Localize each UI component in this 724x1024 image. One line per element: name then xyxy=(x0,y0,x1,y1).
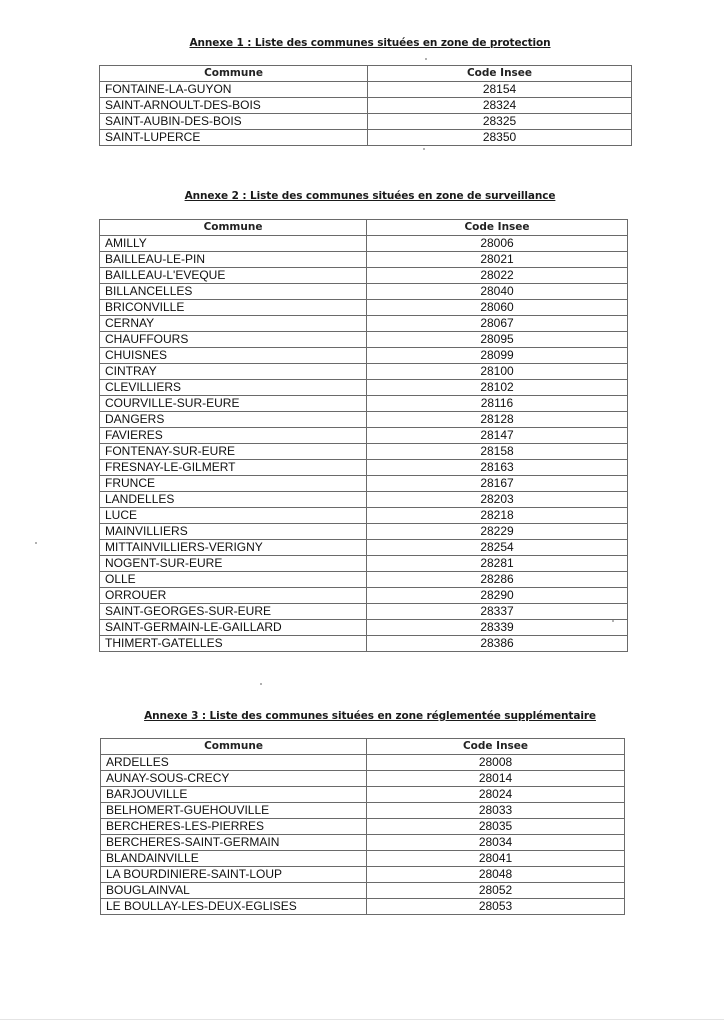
table-row xyxy=(100,540,628,556)
code-insee-cell: 28324 xyxy=(368,98,632,114)
commune-cell: THIMERT-GATELLES xyxy=(100,636,367,652)
scan-speck xyxy=(260,683,262,685)
commune-cell: OLLE xyxy=(100,572,367,588)
code-insee-cell: 28022 xyxy=(367,268,628,284)
commune-cell: FONTAINE-LA-GUYON xyxy=(100,82,368,98)
commune-cell: CHAUFFOURS xyxy=(100,332,367,348)
table-row xyxy=(101,851,625,867)
table-row xyxy=(100,82,632,98)
table-header-row xyxy=(100,220,628,236)
table-header-row xyxy=(101,739,625,755)
table-row xyxy=(100,460,628,476)
commune-cell: BRICONVILLE xyxy=(100,300,367,316)
table-row xyxy=(100,300,628,316)
code-insee-cell: 28350 xyxy=(368,130,632,146)
code-insee-cell: 28386 xyxy=(367,636,628,652)
commune-cell: FONTENAY-SUR-EURE xyxy=(100,444,367,460)
code-insee-cell: 28014 xyxy=(367,771,625,787)
commune-cell: AMILLY xyxy=(100,236,367,252)
commune-cell: DANGERS xyxy=(100,412,367,428)
commune-cell: SAINT-GERMAIN-LE-GAILLARD xyxy=(100,620,367,636)
table-row xyxy=(100,620,628,636)
table-row xyxy=(100,556,628,572)
code-insee-cell: 28254 xyxy=(367,540,628,556)
header-commune: Commune xyxy=(100,66,368,82)
code-insee-cell: 28128 xyxy=(367,412,628,428)
table-row xyxy=(101,835,625,851)
commune-cell: CHUISNES xyxy=(100,348,367,364)
table-row xyxy=(100,252,628,268)
commune-cell: ORROUER xyxy=(100,588,367,604)
code-insee-cell: 28053 xyxy=(367,899,625,915)
commune-cell: BERCHERES-SAINT-GERMAIN xyxy=(101,835,367,851)
scan-speck xyxy=(35,542,37,544)
code-insee-cell: 28034 xyxy=(367,835,625,851)
table-row xyxy=(100,332,628,348)
table-row xyxy=(100,492,628,508)
commune-cell: NOGENT-SUR-EURE xyxy=(100,556,367,572)
scan-speck xyxy=(612,620,614,622)
code-insee-cell: 28095 xyxy=(367,332,628,348)
code-insee-cell: 28008 xyxy=(367,755,625,771)
code-insee-cell: 28339 xyxy=(367,620,628,636)
table-row xyxy=(101,787,625,803)
commune-cell: LANDELLES xyxy=(100,492,367,508)
table-row xyxy=(100,572,628,588)
commune-cell: BOUGLAINVAL xyxy=(101,883,367,899)
scan-speck xyxy=(423,148,425,150)
commune-cell: CERNAY xyxy=(100,316,367,332)
code-insee-cell: 28035 xyxy=(367,819,625,835)
table-row xyxy=(100,284,628,300)
annex-2-title: Annexe 2 : Liste des communes situées en zone de surveillance xyxy=(184,190,556,202)
commune-cell: FRESNAY-LE-GILMERT xyxy=(100,460,367,476)
code-insee-cell: 28286 xyxy=(367,572,628,588)
scan-edge-line xyxy=(0,1019,724,1020)
table-row xyxy=(100,98,632,114)
commune-cell: ARDELLES xyxy=(101,755,367,771)
table-row xyxy=(100,236,628,252)
commune-cell: MAINVILLIERS xyxy=(100,524,367,540)
header-code-insee: Code Insee xyxy=(367,220,628,236)
table-row xyxy=(101,867,625,883)
table-row xyxy=(101,899,625,915)
commune-cell: BARJOUVILLE xyxy=(101,787,367,803)
table-row xyxy=(101,819,625,835)
table-row xyxy=(100,524,628,540)
commune-cell: LE BOULLAY-LES-DEUX-EGLISES xyxy=(101,899,367,915)
commune-cell: SAINT-GEORGES-SUR-EURE xyxy=(100,604,367,620)
table-row xyxy=(101,883,625,899)
code-insee-cell: 28281 xyxy=(367,556,628,572)
table-row xyxy=(100,114,632,130)
table-row xyxy=(100,636,628,652)
code-insee-cell: 28147 xyxy=(367,428,628,444)
table-row xyxy=(101,771,625,787)
commune-cell: AUNAY-SOUS-CRECY xyxy=(101,771,367,787)
code-insee-cell: 28167 xyxy=(367,476,628,492)
table-row xyxy=(100,348,628,364)
table-row xyxy=(100,364,628,380)
commune-cell: COURVILLE-SUR-EURE xyxy=(100,396,367,412)
annex-2-table xyxy=(99,219,628,652)
annex-1-title: Annexe 1 : Liste des communes situées en zone de protection xyxy=(189,37,551,49)
table-row xyxy=(101,803,625,819)
code-insee-cell: 28052 xyxy=(367,883,625,899)
code-insee-cell: 28203 xyxy=(367,492,628,508)
code-insee-cell: 28325 xyxy=(368,114,632,130)
scan-speck xyxy=(425,58,427,60)
commune-cell: MITTAINVILLIERS-VERIGNY xyxy=(100,540,367,556)
annex-3-table xyxy=(100,738,625,915)
table-row xyxy=(100,268,628,284)
commune-cell: BILLANCELLES xyxy=(100,284,367,300)
commune-cell: FRUNCE xyxy=(100,476,367,492)
header-commune: Commune xyxy=(101,739,367,755)
table-row xyxy=(100,380,628,396)
code-insee-cell: 28290 xyxy=(367,588,628,604)
header-code-insee: Code Insee xyxy=(368,66,632,82)
code-insee-cell: 28229 xyxy=(367,524,628,540)
commune-cell: SAINT-ARNOULT-DES-BOIS xyxy=(100,98,368,114)
table-row xyxy=(100,588,628,604)
code-insee-cell: 28060 xyxy=(367,300,628,316)
commune-cell: BELHOMERT-GUEHOUVILLE xyxy=(101,803,367,819)
table-row xyxy=(100,476,628,492)
code-insee-cell: 28116 xyxy=(367,396,628,412)
commune-cell: FAVIERES xyxy=(100,428,367,444)
table-row xyxy=(100,396,628,412)
table-row xyxy=(100,130,632,146)
code-insee-cell: 28033 xyxy=(367,803,625,819)
table-row xyxy=(100,508,628,524)
commune-cell: BERCHERES-LES-PIERRES xyxy=(101,819,367,835)
table-row xyxy=(100,412,628,428)
code-insee-cell: 28154 xyxy=(368,82,632,98)
commune-cell: BLANDAINVILLE xyxy=(101,851,367,867)
code-insee-cell: 28006 xyxy=(367,236,628,252)
commune-cell: LUCE xyxy=(100,508,367,524)
code-insee-cell: 28102 xyxy=(367,380,628,396)
commune-cell: CINTRAY xyxy=(100,364,367,380)
table-row xyxy=(101,755,625,771)
table-row xyxy=(100,428,628,444)
code-insee-cell: 28099 xyxy=(367,348,628,364)
code-insee-cell: 28158 xyxy=(367,444,628,460)
code-insee-cell: 28067 xyxy=(367,316,628,332)
header-commune: Commune xyxy=(100,220,367,236)
table-row xyxy=(100,604,628,620)
code-insee-cell: 28041 xyxy=(367,851,625,867)
commune-cell: SAINT-LUPERCE xyxy=(100,130,368,146)
commune-cell: BAILLEAU-LE-PIN xyxy=(100,252,367,268)
code-insee-cell: 28024 xyxy=(367,787,625,803)
code-insee-cell: 28218 xyxy=(367,508,628,524)
table-row xyxy=(100,444,628,460)
code-insee-cell: 28100 xyxy=(367,364,628,380)
annex-1-table xyxy=(99,65,632,146)
commune-cell: LA BOURDINIERE-SAINT-LOUP xyxy=(101,867,367,883)
header-code-insee: Code Insee xyxy=(367,739,625,755)
commune-cell: CLEVILLIERS xyxy=(100,380,367,396)
table-header-row xyxy=(100,66,632,82)
code-insee-cell: 28163 xyxy=(367,460,628,476)
commune-cell: BAILLEAU-L'EVEQUE xyxy=(100,268,367,284)
commune-cell: SAINT-AUBIN-DES-BOIS xyxy=(100,114,368,130)
code-insee-cell: 28021 xyxy=(367,252,628,268)
annex-3-title: Annexe 3 : Liste des communes situées en zone réglementée supplémentaire xyxy=(144,710,596,722)
code-insee-cell: 28040 xyxy=(367,284,628,300)
code-insee-cell: 28048 xyxy=(367,867,625,883)
table-row xyxy=(100,316,628,332)
code-insee-cell: 28337 xyxy=(367,604,628,620)
